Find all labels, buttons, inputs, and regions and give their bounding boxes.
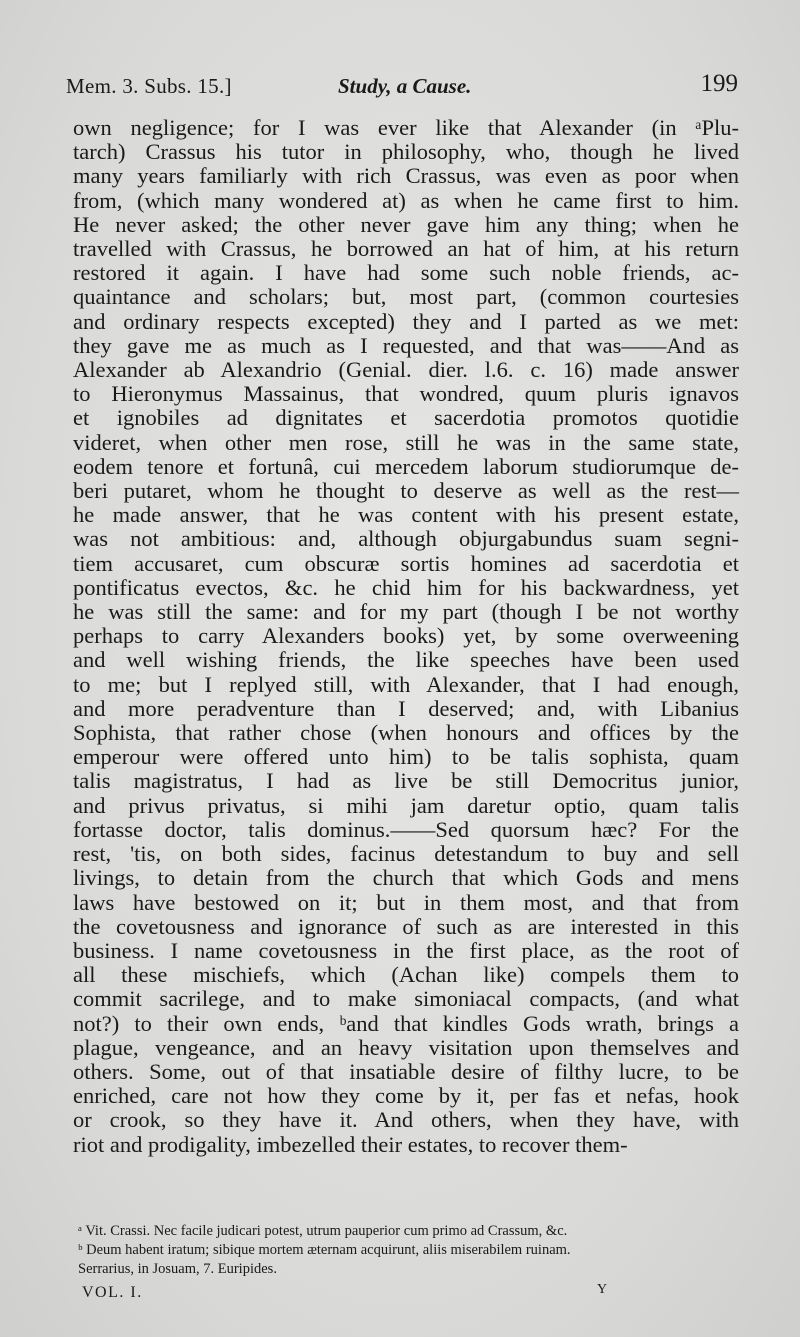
text-line: perhaps to carry Alexanders books) yet, by some overweening xyxy=(73,623,739,649)
footnote-line: ᵃ Vit. Crassi. Nec facile judicari potest, utrum pauperior cum primo ad Crassum, &c. xyxy=(78,1223,568,1239)
text-line: others. Some, out of that insatiable desire of filthy lucre, to be xyxy=(73,1058,739,1084)
text-line: was not ambitious: and, although objurgabundus suam segni- xyxy=(73,526,739,552)
text-line: laws have bestowed on it; but in them most, and that from xyxy=(73,889,739,915)
text-line: eodem tenore et fortunâ, cui mercedem laborum studiorumque de- xyxy=(73,453,739,479)
footnotes xyxy=(78,1222,773,1279)
footnote-line: ᵇ Deum habent iratum; sibique mortem æternam acquirunt, aliis miserabilem ruinam. xyxy=(78,1242,571,1258)
text-line: enriched, care not how they come by it, per fas et nefas, hook xyxy=(73,1083,739,1109)
text-line: plague, vengeance, and an heavy visitation upon themselves and xyxy=(73,1034,739,1060)
text-line: or crook, so they have it. And others, when they have, with xyxy=(73,1107,739,1133)
text-line: beri putaret, whom he thought to deserve as well as the rest— xyxy=(73,478,739,504)
text-line: to Hieronymus Massainus, that wondred, quum pluris ignavos xyxy=(73,381,739,407)
running-header xyxy=(66,70,738,104)
text-line: travelled with Crassus, he borrowed an hat of him, at his return xyxy=(73,236,739,262)
text-line: and privus privatus, si mihi jam daretur optio, quam talis xyxy=(73,792,739,818)
text-line: talis magistratus, I had as live be still Democritus junior, xyxy=(73,768,739,794)
text-line: own negligence; for I was ever like that Alexander (in ᵃPlu- xyxy=(73,115,739,140)
signature-mark: Y xyxy=(597,1282,608,1297)
text-line: from, (which many wondered at) as when he came first to him. xyxy=(73,187,739,213)
text-line: the covetousness and ignorance of such as are interested in this xyxy=(73,913,739,939)
body-text xyxy=(73,116,739,1157)
text-line: livings, to detain from the church that which Gods and mens xyxy=(73,865,739,891)
text-line: many years familiarly with rich Crassus, was even as poor when xyxy=(73,163,739,189)
footnote-line: Serrarius, in Josuam, 7. Euripides. xyxy=(78,1261,277,1277)
text-line: rest, 'tis, on both sides, facinus detestandum to buy and sell xyxy=(73,841,739,867)
text-line: et ignobiles ad dignitates et sacerdotia promotos quotidie xyxy=(73,405,739,431)
text-line: all these mischiefs, which (Achan like) compels them to xyxy=(73,962,739,988)
text-line: they gave me as much as I requested, and that was——And as xyxy=(73,332,739,358)
text-line: riot and prodigality, imbezelled their estates, to recover them- xyxy=(73,1131,628,1157)
text-line: business. I name covetousness in the first place, as the root of xyxy=(73,937,739,963)
text-line: Alexander ab Alexandrio (Genial. dier. l.6. c. 16) made answer xyxy=(73,357,739,383)
text-line: he made answer, that he was content with his present estate, xyxy=(73,502,739,528)
text-line: he was still the same: and for my part (though I be not worthy xyxy=(73,599,739,625)
text-line: tarch) Crassus his tutor in philosophy, who, though he lived xyxy=(73,139,739,165)
text-line: Sophista, that rather chose (when honours and offices by the xyxy=(73,720,739,746)
text-line: videret, when other men rose, still he was in the same state, xyxy=(73,429,739,455)
text-line: quaintance and scholars; but, most part, (common courtesies xyxy=(73,284,739,310)
text-line: commit sacrilege, and to make simoniacal compacts, (and what xyxy=(73,986,739,1012)
text-line: and more peradventure than I deserved; and, with Libanius xyxy=(73,695,739,721)
text-line: to me; but I replyed still, with Alexander, that I had enough, xyxy=(73,671,739,697)
text-line: He never asked; the other never gave him any thing; when he xyxy=(73,211,739,237)
volume-label: VOL. I. xyxy=(82,1284,143,1301)
running-title: Study, a Cause. xyxy=(338,74,472,98)
text-line: and ordinary respects excepted) they and I parted as we met: xyxy=(73,308,739,334)
text-line: restored it again. I have had some such noble friends, ac- xyxy=(73,260,739,286)
text-line: emperour were offered unto him) to be talis sophista, quam xyxy=(73,744,739,770)
text-line: and well wishing friends, the like speeches have been used xyxy=(73,647,739,673)
text-line: tiem accusaret, cum obscuræ sortis homines ad sacerdotia et xyxy=(73,550,739,576)
section-reference: Mem. 3. Subs. 15.] xyxy=(66,74,232,98)
text-line: not?) to their own ends, ᵇand that kindles Gods wrath, brings a xyxy=(73,1010,739,1036)
text-line: fortasse doctor, talis dominus.——Sed quorsum hæc? For the xyxy=(73,816,739,842)
page-number: 199 xyxy=(700,70,738,97)
text-line: pontificatus evectos, &c. he chid him for his backwardness, yet xyxy=(73,574,739,600)
